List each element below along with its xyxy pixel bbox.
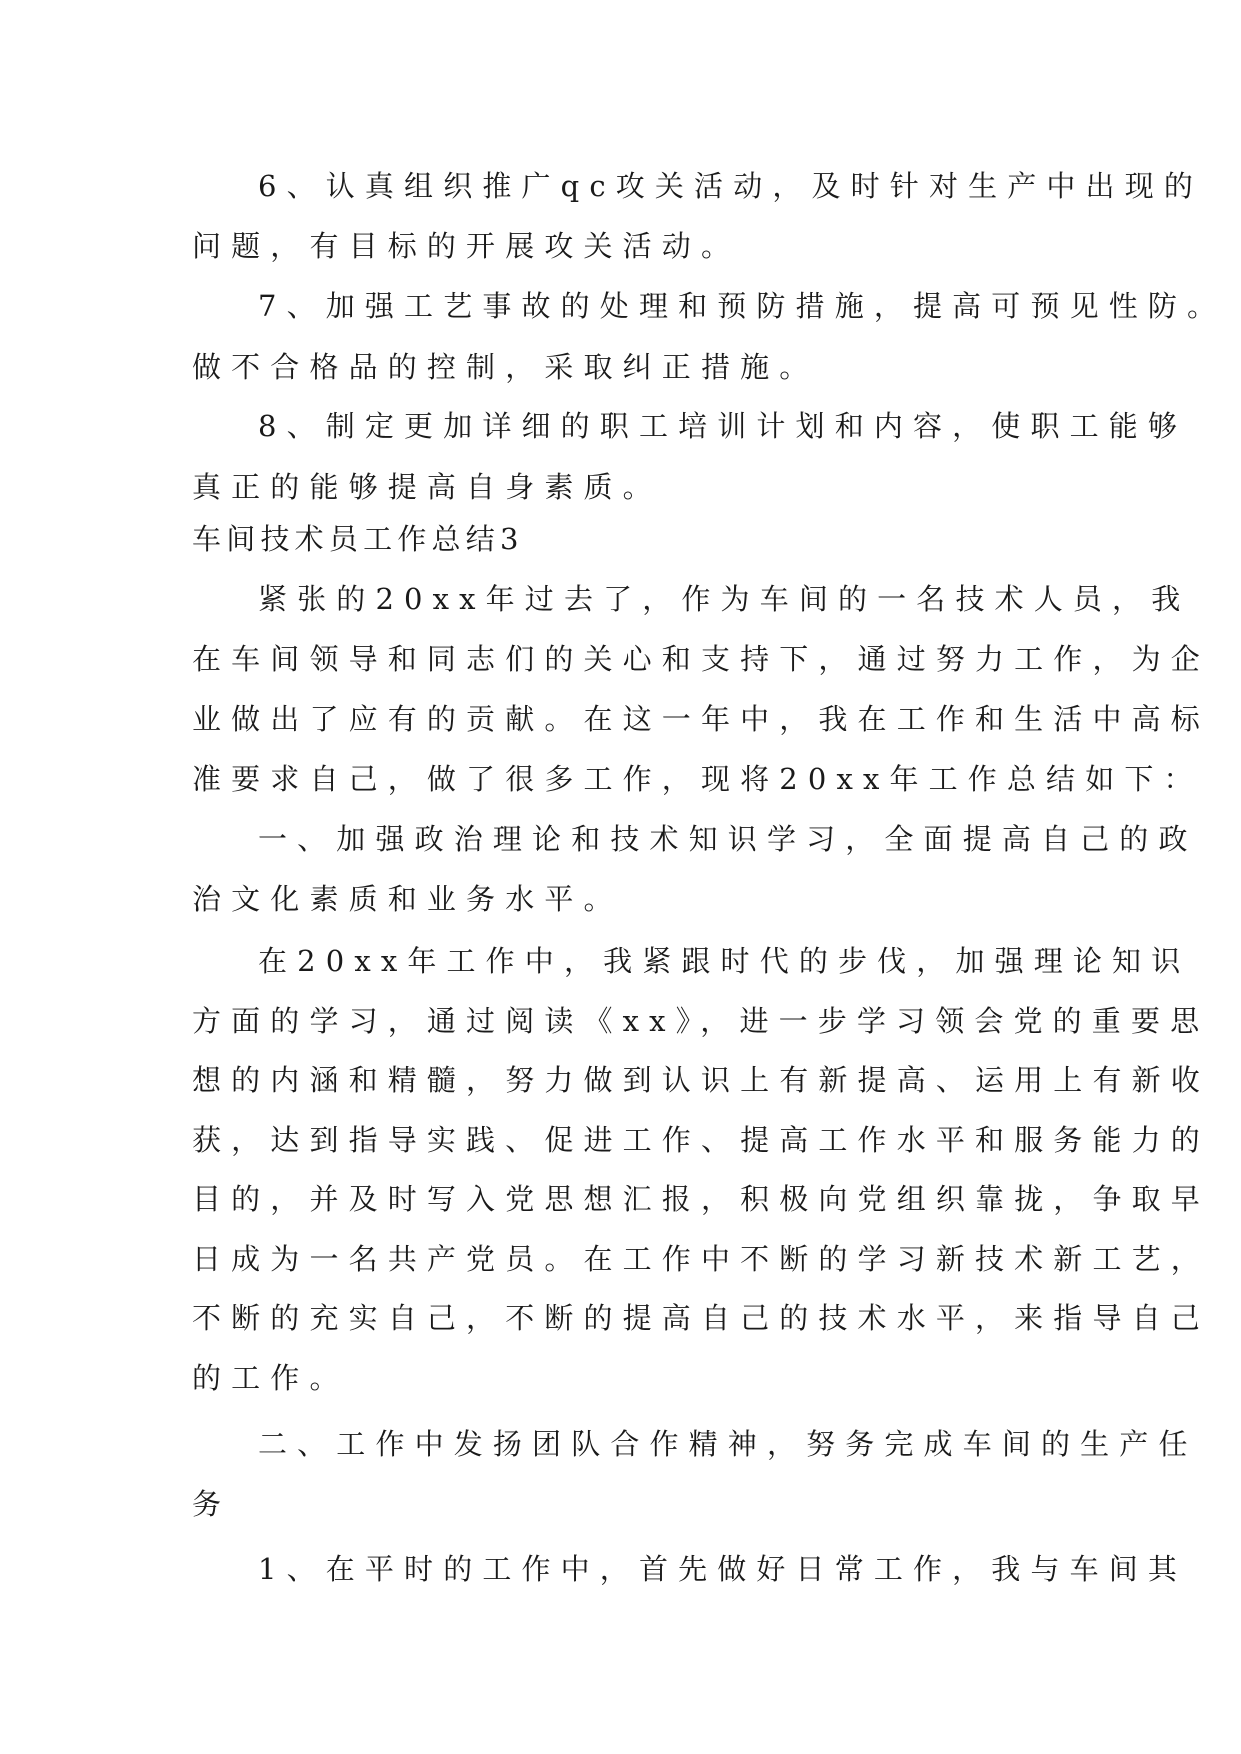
paragraph-line: 想的内涵和精髓，努力做到认识上有新提高、运用上有新收 xyxy=(192,1063,1210,1097)
paragraph-line: 日成为一名共产党员。在工作中不断的学习新技术新工艺， xyxy=(192,1242,1210,1276)
paragraph-line: 1、在平时的工作中，首先做好日常工作，我与车间其 xyxy=(258,1552,1188,1586)
paragraph-line: 准要求自己，做了很多工作，现将20xx年工作总结如下： xyxy=(192,762,1203,796)
paragraph-line: 务 xyxy=(192,1487,232,1521)
paragraph-line: 治文化素质和业务水平。 xyxy=(192,882,623,916)
paragraph-line: 问题，有目标的开展攻关活动。 xyxy=(192,229,741,263)
paragraph-line: 8、制定更加详细的职工培训计划和内容，使职工能够 xyxy=(258,409,1188,443)
paragraph-line: 真正的能够提高自身素质。 xyxy=(192,470,662,504)
paragraph-line: 方面的学习，通过阅读《xx》，进一步学习领会党的重要思 xyxy=(192,1004,1210,1038)
paragraph-line: 做不合格品的控制，采取纠正措施。 xyxy=(192,350,819,384)
paragraph-line: 6、认真组织推广qc攻关活动，及时针对生产中出现的 xyxy=(258,169,1204,203)
paragraph-line: 在20xx年工作中，我紧跟时代的步伐，加强理论知识 xyxy=(258,944,1191,978)
paragraph-line: 紧张的20xx年过去了，作为车间的一名技术人员，我 xyxy=(258,582,1191,616)
paragraph-line: 业做出了应有的贡献。在这一年中，我在工作和生活中高标 xyxy=(192,702,1210,736)
paragraph-line: 获，达到指导实践、促进工作、提高工作水平和服务能力的 xyxy=(192,1123,1210,1157)
paragraph-line: 一、加强政治理论和技术知识学习，全面提高自己的政 xyxy=(258,822,1198,856)
paragraph-line: 不断的充实自己，不断的提高自己的技术水平，来指导自己 xyxy=(192,1301,1210,1335)
paragraph-line: 7、加强工艺事故的处理和预防措施，提高可预见性防。 xyxy=(258,289,1227,323)
section-heading: 车间技术员工作总结3 xyxy=(192,522,524,556)
paragraph-line: 在车间领导和同志们的关心和支持下，通过努力工作，为企 xyxy=(192,642,1210,676)
paragraph-line: 目的，并及时写入党思想汇报，积极向党组织靠拢，争取早 xyxy=(192,1182,1210,1216)
paragraph-line: 的工作。 xyxy=(192,1361,349,1395)
paragraph-line: 二、工作中发扬团队合作精神，努务完成车间的生产任 xyxy=(258,1427,1198,1461)
